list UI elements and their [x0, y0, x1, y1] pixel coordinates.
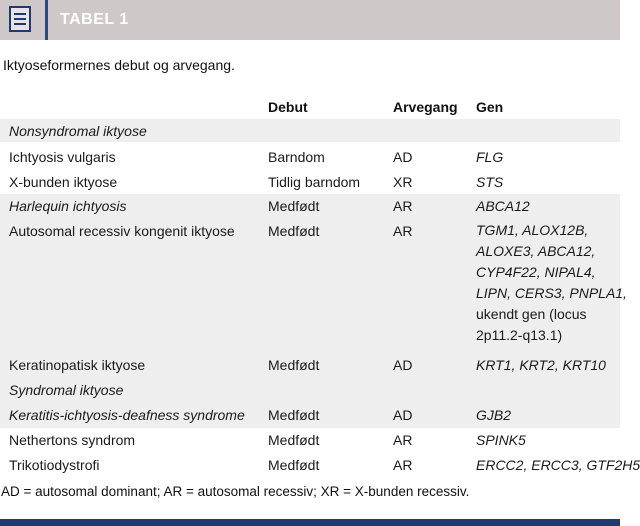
table-row-gen-multiline [476, 220, 627, 346]
gene-line: TGM1, ALOX12B, [476, 222, 589, 238]
table-row-arvegang: AR [393, 432, 413, 448]
table-row-name: Ichtyosis vulgaris [9, 149, 116, 165]
table-row-gen: KRT1, KRT2, KRT10 [476, 357, 606, 373]
table-row-name: Keratitis-ichtyosis-deafness syndrome [9, 407, 245, 423]
table-row-arvegang: AD [393, 407, 413, 423]
table-title: TABEL 1 [60, 11, 129, 28]
gene-line: 2p11.2-q13.1) [476, 327, 563, 343]
table-row-gen: STS [476, 174, 504, 190]
gene-line: CYP4F22, NIPAL4, [476, 264, 596, 280]
table-row-debut: Medfødt [268, 223, 320, 239]
table-row-debut: Medfødt [268, 357, 320, 373]
table-row-gen: ABCA12 [476, 198, 530, 214]
column-header-arvegang: Arvegang [393, 99, 458, 115]
table-row-gen: GJB2 [476, 407, 512, 423]
table-row-arvegang: XR [393, 174, 413, 190]
group-label-nonsyndromal: Nonsyndromal iktyose [9, 123, 147, 139]
table-row-debut: Tidlig barndom [268, 174, 361, 190]
table-row-arvegang: AD [393, 149, 413, 165]
table-row-name: Autosomal recessiv kongenit iktyose [9, 223, 235, 239]
table-row-gen: FLG [476, 149, 504, 165]
table-row-arvegang: AR [393, 457, 413, 473]
table-row-debut: Medfødt [268, 432, 320, 448]
table-header-bar [0, 0, 620, 40]
table-row-debut: Medfødt [268, 407, 320, 423]
header-divider [45, 0, 48, 40]
table-row-gen: SPINK5 [476, 432, 526, 448]
column-header-gen: Gen [476, 99, 504, 115]
table-row-name: Trikotiodystrofi [9, 457, 100, 473]
table-footnote: AD = autosomal dominant; AR = autosomal recessiv; XR = X-bunden recessiv. [1, 484, 470, 499]
table-row-debut: Medfødt [268, 457, 320, 473]
gene-line: ALOXE3, ABCA12, [476, 243, 596, 259]
table-row-name: Keratinopatisk iktyose [9, 357, 146, 373]
table-row-arvegang: AD [393, 357, 413, 373]
table-row-arvegang: AR [393, 198, 413, 214]
table-row-name: X-bunden iktyose [9, 174, 118, 190]
gene-line: LIPN, CERS3, PNPLA1, [476, 285, 627, 301]
gene-line: ukendt gen (locus [476, 306, 587, 322]
table-row-debut: Medfødt [268, 198, 320, 214]
bottom-accent-bar [0, 519, 620, 526]
table-row-debut: Barndom [268, 149, 325, 165]
document-icon [9, 6, 31, 32]
table-row-gen: ERCC2, ERCC3, GTF2H5 [476, 457, 640, 473]
table-caption: Iktyoseformernes debut og arvegang. [3, 57, 235, 73]
table-row-name: Harlequin ichtyosis [9, 198, 127, 214]
group-label-syndromal: Syndromal iktyose [9, 382, 124, 398]
table-row-arvegang: AR [393, 223, 413, 239]
column-header-debut: Debut [268, 99, 308, 115]
table-row-name: Nethertons syndrom [9, 432, 136, 448]
